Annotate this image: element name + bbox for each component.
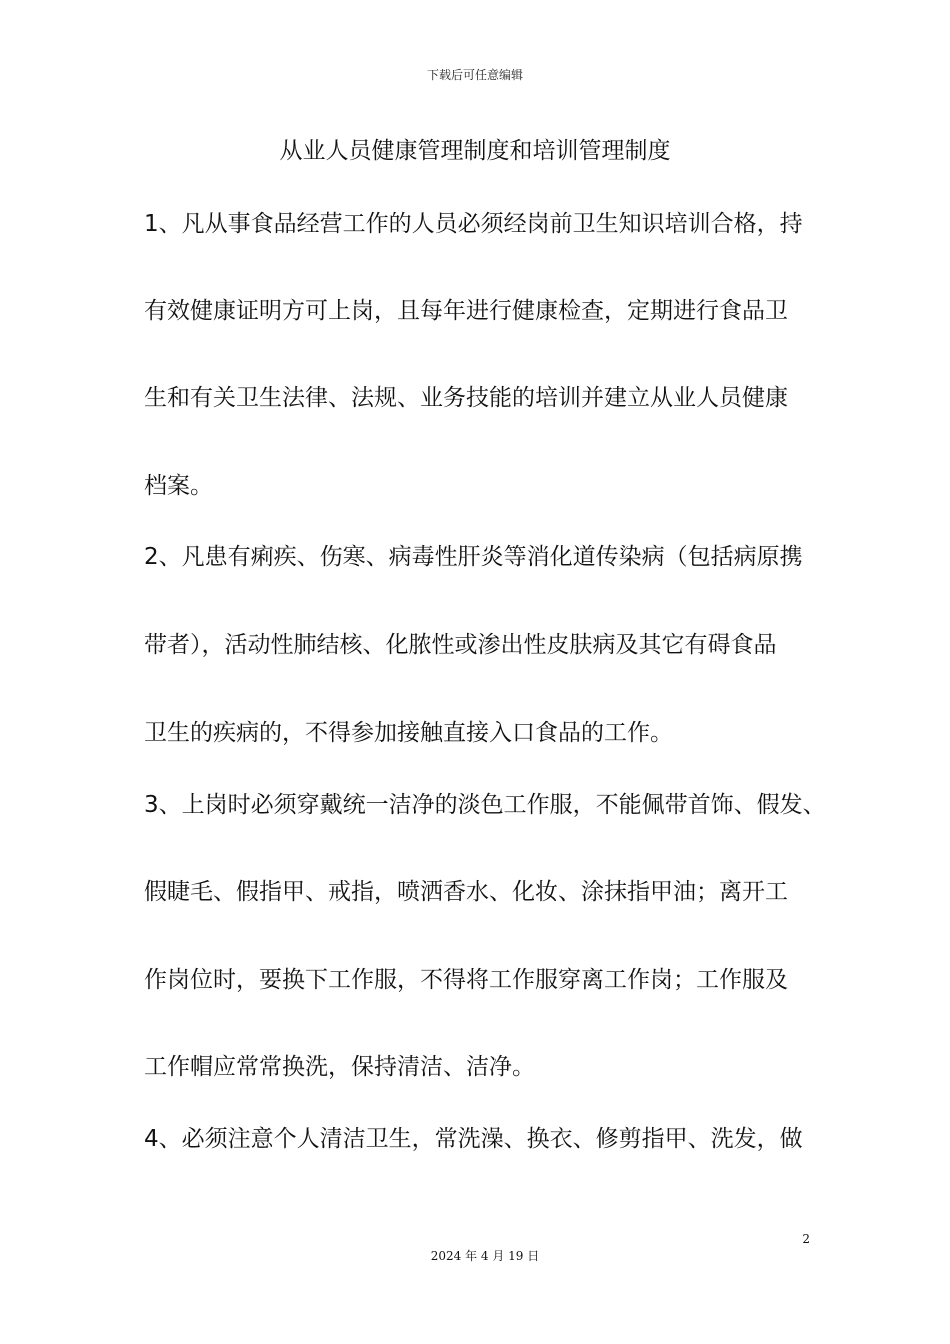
- body-line: 2、凡患有痢疾、伤寒、病毒性肝炎等消化道传染病（包括病原携: [144, 544, 803, 570]
- page-number: 2: [802, 1232, 810, 1246]
- body-line: 生和有关卫生法律、法规、业务技能的培训并建立从业人员健康: [144, 385, 788, 411]
- header-note: 下载后可任意编辑: [426, 68, 523, 82]
- body-line: 档案。: [144, 473, 213, 499]
- body-line: 作岗位时，要换下工作服，不得将工作服穿离工作岗；工作服及: [144, 967, 788, 993]
- body-line: 卫生的疾病的，不得参加接触直接入口食品的工作。: [144, 720, 673, 746]
- body-line: 假睫毛、假指甲、戒指，喷洒香水、化妆、涂抹指甲油；离开工: [144, 879, 788, 905]
- body-line: 1、凡从事食品经营工作的人员必须经岗前卫生知识培训合格，持: [144, 211, 803, 237]
- body-line: 4、必须注意个人清洁卫生，常洗澡、换衣、修剪指甲、洗发，做: [144, 1126, 803, 1152]
- body-line: 有效健康证明方可上岗，且每年进行健康检查，定期进行食品卫: [144, 298, 788, 324]
- body-line: 带者），活动性肺结核、化脓性或渗出性皮肤病及其它有碍食品: [144, 632, 777, 658]
- body-line: 3、上岗时必须穿戴统一洁净的淡色工作服，不能佩带首饰、假发、: [144, 792, 826, 818]
- document-title: 从业人员健康管理制度和培训管理制度: [279, 138, 671, 164]
- footer-date: 2024 年 4 月 19 日: [430, 1249, 540, 1263]
- body-line: 工作帽应常常换洗，保持清洁、洁净。: [144, 1054, 535, 1080]
